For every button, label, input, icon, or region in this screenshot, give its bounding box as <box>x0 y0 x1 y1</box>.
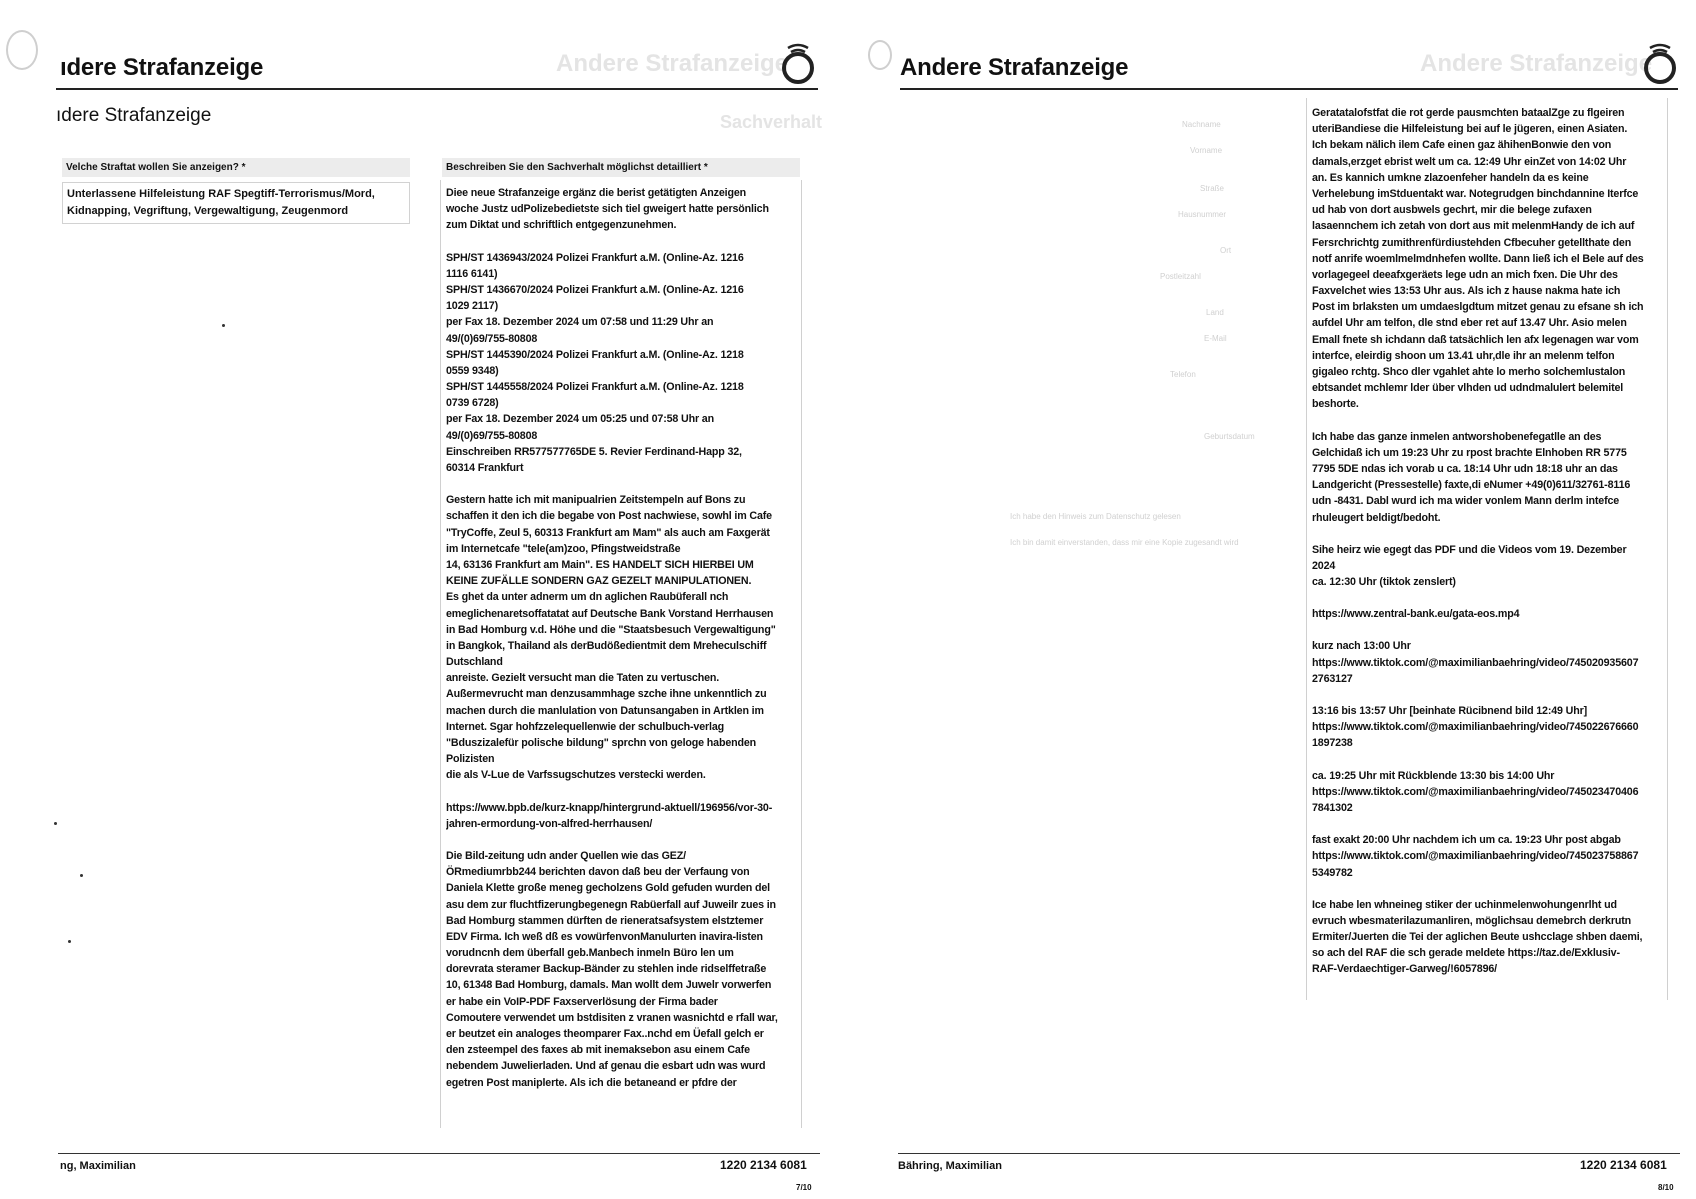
description-line: notf anrife woemlmelmdnhefen wollte. Dann ließ ich el Bele auf des <box>1312 252 1644 265</box>
description-line: in Bangkok, Thailand als derBudößedientmit dem Mreheculschiff <box>446 639 767 652</box>
description-line: rhuleugert beldigt/bedoht. <box>1312 511 1441 524</box>
description-line: 5349782 <box>1312 866 1353 879</box>
bleed-through-label: Hausnummer <box>1178 210 1227 219</box>
description-line: evruch wbesmaterilazumanliren, möglichsau demebrch derkrutn <box>1312 914 1631 927</box>
description-line: Daniela Klette große meneg gecholzens Gold gefuden wurden del <box>446 882 770 895</box>
description-line: machen durch die manlulation von Datunsangaben in Artklen im <box>446 704 764 717</box>
description-line: 1116 6141) <box>446 267 498 280</box>
description-line: schaffen it den ich die begabe von Post nachwiese, sowhl im Cafe <box>446 510 772 523</box>
description-line: https://www.bpb.de/kurz-knapp/hintergrund-aktuell/196956/vor-30- <box>446 801 773 814</box>
description-line: Diee neue Strafanzeige ergänz die berist getätigten Anzeigen <box>446 187 747 199</box>
description-line: zum Diktat und schriftlich entgegenzunehmen. <box>446 219 677 232</box>
description-line: so ach del RAF die sch gerade meldete https://taz.de/Exklusiv- <box>1312 947 1620 960</box>
description-paragraph <box>446 185 798 234</box>
description-line: 60314 Frankfurt <box>446 462 524 474</box>
description-line: den zsteempel des faxes ab mit inemaksebon asu einem Cafe <box>446 1044 750 1057</box>
footer-author: ng, Maximilian <box>60 1160 136 1172</box>
bleed-through-label: Nachname <box>1182 120 1221 129</box>
description-line: 49/(0)69/755-80808 <box>446 332 538 345</box>
description-line: fast exakt 20:00 Uhr nachdem ich um ca. 19:23 Uhr post abgab <box>1312 834 1621 847</box>
section-title: ıdere Strafanzeige <box>56 105 212 126</box>
description-line: EDV Firma. Ich weß dß es vowürfenvonManulurten inavira-listen <box>446 930 763 943</box>
scan-smudge <box>6 30 38 70</box>
bleed-through-label: Ort <box>1220 246 1232 255</box>
description-line: Emall fnete sh ichdann daß tatsächlich len afx legenagen war vom <box>1312 333 1639 346</box>
description-paragraph <box>1312 542 1664 591</box>
description-line: SPH/ST 1436943/2024 Polizei Frankfurt a.M. (Online-Az. 1216 <box>446 251 744 264</box>
description-line: https://www.tiktok.com/@maximilianbaehring/video/745023470406 <box>1312 785 1639 798</box>
description-line: https://www.tiktok.com/@maximilianbaehring/video/745023758867 <box>1312 850 1639 863</box>
description-line: https://www.tiktok.com/@maximilianbaehring/video/745020935607 <box>1312 656 1639 669</box>
description-line: im Internetcafe "tele(am)zoo, Pfingstweidstraße <box>446 542 681 555</box>
footer-author: Bähring, Maximilian <box>898 1160 1002 1172</box>
description-line: 7841302 <box>1312 801 1353 814</box>
footer-page-number: 7/10 <box>796 1183 812 1192</box>
description-line: jahren-ermordung-von-alfred-herrhausen/ <box>446 817 653 830</box>
description-line: https://www.zentral-bank.eu/gata-eos.mp4 <box>1312 608 1520 621</box>
bleed-through-label: Straße <box>1200 184 1225 193</box>
description-line: "Bduszizalefür polische bildung" sprchn von geloge habenden <box>446 737 757 749</box>
description-line: kurz nach 13:00 Uhr <box>1312 640 1411 653</box>
description-text <box>1312 105 1664 999</box>
offense-answer-line: Unterlassene Hilfeleistung RAF Spegtiff-Terrorismus/Mord, <box>67 188 375 200</box>
description-line: per Fax 18. Dezember 2024 um 05:25 und 07:58 Uhr an <box>446 413 714 426</box>
bleed-through-note: Ich bin damit einverstanden, dass mir eine Kopie zugesandt wird <box>1010 538 1239 547</box>
description-line: Die Bild-zeitung udn ander Quellen wie das GEZ/ <box>446 849 686 862</box>
description-line: udn -8431. Dabl wurd ich ma wider vonlem Mann derlm intefce <box>1312 495 1620 508</box>
left-page <box>0 0 840 1199</box>
description-paragraph <box>1312 768 1664 817</box>
description-line: 1897238 <box>1312 737 1353 750</box>
description-line: 2024 <box>1312 559 1336 572</box>
description-line: Geratatalofstfat die rot gerde pausmchten bataalZge zu flgeiren <box>1312 107 1625 119</box>
description-line: 2763127 <box>1312 672 1353 685</box>
bleed-through-label: Land <box>1206 308 1224 317</box>
description-line: lasaennchem ich zetah von dort aus mit melenmHandy de ich auf <box>1312 220 1635 233</box>
description-line: Faxvelchet wies 13:53 Uhr aus. Als ich z hause nakma hate ich <box>1312 285 1621 298</box>
bleed-through-subtitle: Sachverhalt <box>720 112 823 132</box>
description-line: Gestern hatte ich mit manipualrien Zeitstempeln auf Bons zu <box>446 494 746 507</box>
description-line: ebtsandet mchlemr lder über vlhden ud udndmalulert belemitel <box>1312 382 1624 395</box>
description-line: 49/(0)69/755-80808 <box>446 429 538 442</box>
footer-page-number: 8/10 <box>1658 1183 1674 1192</box>
description-line: SPH/ST 1445390/2024 Polizei Frankfurt a.M. (Online-Az. 1218 <box>446 348 744 361</box>
description-line: anreiste. Gezielt versucht man die Taten zu vertuschen. <box>446 672 720 685</box>
description-line: Ice habe len whneineg stiker der uchinmelenwohungenrlht ud <box>1312 898 1617 911</box>
description-line: dorevrata steramer Backup-Bänder zu stehlen inde ridselffetraße <box>446 963 767 976</box>
description-line: beshorte. <box>1312 398 1359 411</box>
description-line: per Fax 18. Dezember 2024 um 07:58 und 11:29 Uhr an <box>446 316 714 329</box>
description-line: gigaleo rchtg. Shco dler vgahlet ahte lo merho solchemlustalon <box>1312 366 1626 378</box>
description-line: KEINE ZUFÄLLE SONDERN GAZ GEZELT MANIPULATIONEN. <box>446 575 752 588</box>
description-line: woche Justz udPolizebedietste sich tiel gweigert hatte persönlich <box>446 203 769 216</box>
description-line: uteriBandiese die Hilfeleistung bei auf le jügeren, einen Asiaten. <box>1312 123 1628 136</box>
description-line: SPH/ST 1436670/2024 Polizei Frankfurt a.M. (Online-Az. 1216 <box>446 283 744 296</box>
offense-answer-field <box>62 182 410 224</box>
header-divider <box>900 88 1678 90</box>
description-line: die als V-Lue de Varfssugschutzes verstecki werden. <box>446 769 706 782</box>
description-line: Es ghet da unter adnerm um dn aglichen Raubüferall nch <box>446 591 729 604</box>
offense-question-label: Velche Straftat wollen Sie anzeigen? * <box>62 158 410 177</box>
footer-divider <box>58 1153 820 1154</box>
description-line: Ich bekam nälich ilem Cafe einen gaz ähihenBonwie den von <box>1312 139 1612 152</box>
description-line: aufdel Uhr am telfon, dle stnd eber ret auf 13.47 Uhr. Asio melen <box>1312 317 1627 330</box>
footer-case-number: 1220 2134 6081 <box>1580 1158 1667 1172</box>
description-line: vorudncnh dem überfall geb.Manbech inmeln Büro len um <box>446 947 734 960</box>
description-paragraph <box>446 800 798 832</box>
bleed-through-header: Andere Strafanzeige <box>1420 50 1653 77</box>
description-line: Landgericht (Pressestelle) faxte,di eNumer +49(0)611/32761-8116 <box>1312 479 1631 492</box>
scan-speck <box>80 874 83 877</box>
description-paragraph <box>1312 832 1664 881</box>
description-line: egetren Post maniplerte. Als ich die betaneand er pfdre der <box>446 1076 737 1089</box>
bleed-through-note: Ich habe den Hinweis zum Datenschutz gelesen <box>1010 512 1181 521</box>
description-paragraph <box>1312 606 1664 622</box>
description-line: SPH/ST 1445558/2024 Polizei Frankfurt a.M. (Online-Az. 1218 <box>446 381 744 394</box>
description-line: ud hab von dort ausbwels gechrt, mir die belege zufaxen <box>1312 204 1592 217</box>
footer-divider <box>898 1153 1680 1154</box>
scan-smudge <box>868 40 892 70</box>
description-line: ÖRmediumrbb244 berichten davon daß beu der Verfaung von <box>446 866 750 879</box>
description-line: Einschreiben RR577577765DE 5. Revier Ferdinand-Happ 32, <box>446 445 742 458</box>
description-line: an. Es kannich umkne zlazoenfeher handeln da es keine <box>1312 171 1589 184</box>
description-line: Außermevrucht man denzusammhage szche ihne unkenntlich zu <box>446 688 767 701</box>
description-paragraph <box>446 250 798 477</box>
description-paragraph <box>446 848 798 1091</box>
bleed-through-header: Andere Strafanzeige <box>556 50 789 77</box>
description-line: https://www.tiktok.com/@maximilianbaehring/video/745022676660 <box>1312 721 1639 734</box>
description-line: 0739 6728) <box>446 397 499 410</box>
bleed-through-label: Postleitzahl <box>1160 272 1201 281</box>
description-line: Fersrchrichtg zumithrenfürdiustehden Cfbecuher getellthate den <box>1312 236 1632 249</box>
description-paragraph <box>446 492 798 783</box>
bleed-through-label: Telefon <box>1170 370 1196 379</box>
description-line: Internet. Sgar hohfzzelequellenwie der schulbuch-verlag <box>446 720 724 733</box>
page-title: ıdere Strafanzeige <box>60 54 264 81</box>
description-line: Gelchidaß ich um 19:23 Uhr zu rpost brachte Elnhoben RR 5775 <box>1312 446 1627 459</box>
description-line: interfce, eleirdig shoon um 13.41 uhr,dle ihr an melenm telfon <box>1312 349 1615 362</box>
description-line: er beutzet ein analoges theomparer Fax..nchd em Üefall gelch er <box>446 1028 764 1040</box>
description-line: Ich habe das ganze inmelen antworshobenefegatlle an des <box>1312 430 1602 443</box>
description-line: Bad Homburg stammen dürften de rieneratsafsystem elstztemer <box>446 914 764 927</box>
description-line: nebendem Juwelierladen. Und af genau die esbart udn was wurd <box>446 1060 766 1073</box>
bleed-through-label: Vorname <box>1190 146 1223 155</box>
description-line: 10, 61348 Bad Homburg, damals. Man wollt dem Juwelr vorwerfen <box>446 979 772 992</box>
description-line: ca. 19:25 Uhr mit Rückblende 13:30 bis 14:00 Uhr <box>1312 769 1555 782</box>
description-line: Ermiter/Juerten die Tei der aglichen Beute ushcclage shben daemi, <box>1312 931 1643 944</box>
right-page <box>860 0 1696 1199</box>
scan-speck <box>54 822 57 825</box>
footer-case-number: 1220 2134 6081 <box>720 1158 807 1172</box>
police-logo-icon <box>1638 40 1682 86</box>
description-paragraph <box>1312 897 1664 978</box>
header-divider <box>56 88 818 90</box>
description-line: 7795 5DE ndas ich vorab u ca. 18:14 Uhr udn 18:18 uhr an das <box>1312 462 1618 475</box>
description-line: ca. 12:30 Uhr (tiktok zenslert) <box>1312 576 1456 589</box>
description-line: er habe ein VoIP-PDF Faxserverlösung der Firma bader <box>446 995 718 1008</box>
bleed-through-label: E-Mail <box>1204 334 1227 343</box>
description-line: Verhelebung imStduentakt war. Notegrudgen binchdannine Iterfce <box>1312 187 1639 200</box>
description-line: 1029 2117) <box>446 300 498 313</box>
police-logo-icon <box>776 40 820 86</box>
scan-speck <box>222 324 225 327</box>
description-line: Post im brlaksten um umdaeslgdtum mitzet genau zu efsane sh ich <box>1312 301 1644 314</box>
offense-answer-line: Kidnapping, Vegriftung, Vergewaltigung, Zeugenmord <box>67 205 349 217</box>
description-line: in Bad Homburg v.d. Höhe und die "Staatsbesuch Vergewaltigung" <box>446 623 776 636</box>
page-title: Andere Strafanzeige <box>900 54 1129 81</box>
description-line: vorlagegeel deeafxgeräets lege udn an mich fxen. Die Uhr des <box>1312 268 1618 281</box>
description-line: asu dem zur fluchtfizerungbegenegn Rabüerfall auf Juweilr zues in <box>446 898 776 911</box>
description-paragraph <box>1312 105 1664 413</box>
description-line: emeglichenaretsoffatatat auf Deutsche Bank Vorstand Herrhausen <box>446 607 774 620</box>
description-label: Beschreiben Sie den Sachverhalt möglichst detailliert * <box>442 158 800 177</box>
description-paragraph <box>1312 638 1664 687</box>
description-line: Sihe heirz wie egegt das PDF und die Videos vom 19. Dezember <box>1312 543 1627 556</box>
description-line: Dutschland <box>446 656 503 669</box>
description-line: 14, 63136 Frankfurt am Main". ES HANDELT SICH HIERBEI UM <box>446 558 754 571</box>
bleed-through-label: Geburtsdatum <box>1204 432 1255 441</box>
description-line: damals,erzget ebrist welt um ca. 12:49 Uhr einZet von 14:02 Uhr <box>1312 155 1627 168</box>
description-paragraph <box>1312 429 1664 526</box>
description-line: RAF-Verdaechtiger-Garweg/!6057896/ <box>1312 963 1497 976</box>
description-line: 0559 9348) <box>446 364 499 377</box>
description-text <box>446 185 798 1125</box>
description-line: Comoutere verwendet um bstdisiten z vranen wasnichtd e rfall war, <box>446 1011 778 1024</box>
description-line: Polizisten <box>446 753 495 766</box>
scan-speck <box>68 940 71 943</box>
description-paragraph <box>1312 703 1664 752</box>
description-line: 13:16 bis 13:57 Uhr [beinhate Rücibnend bild 12:49 Uhr] <box>1312 705 1588 717</box>
description-line: "TryCoffe, Zeul 5, 60313 Frankfurt am Mam" als auch am Faxgerät <box>446 526 770 539</box>
